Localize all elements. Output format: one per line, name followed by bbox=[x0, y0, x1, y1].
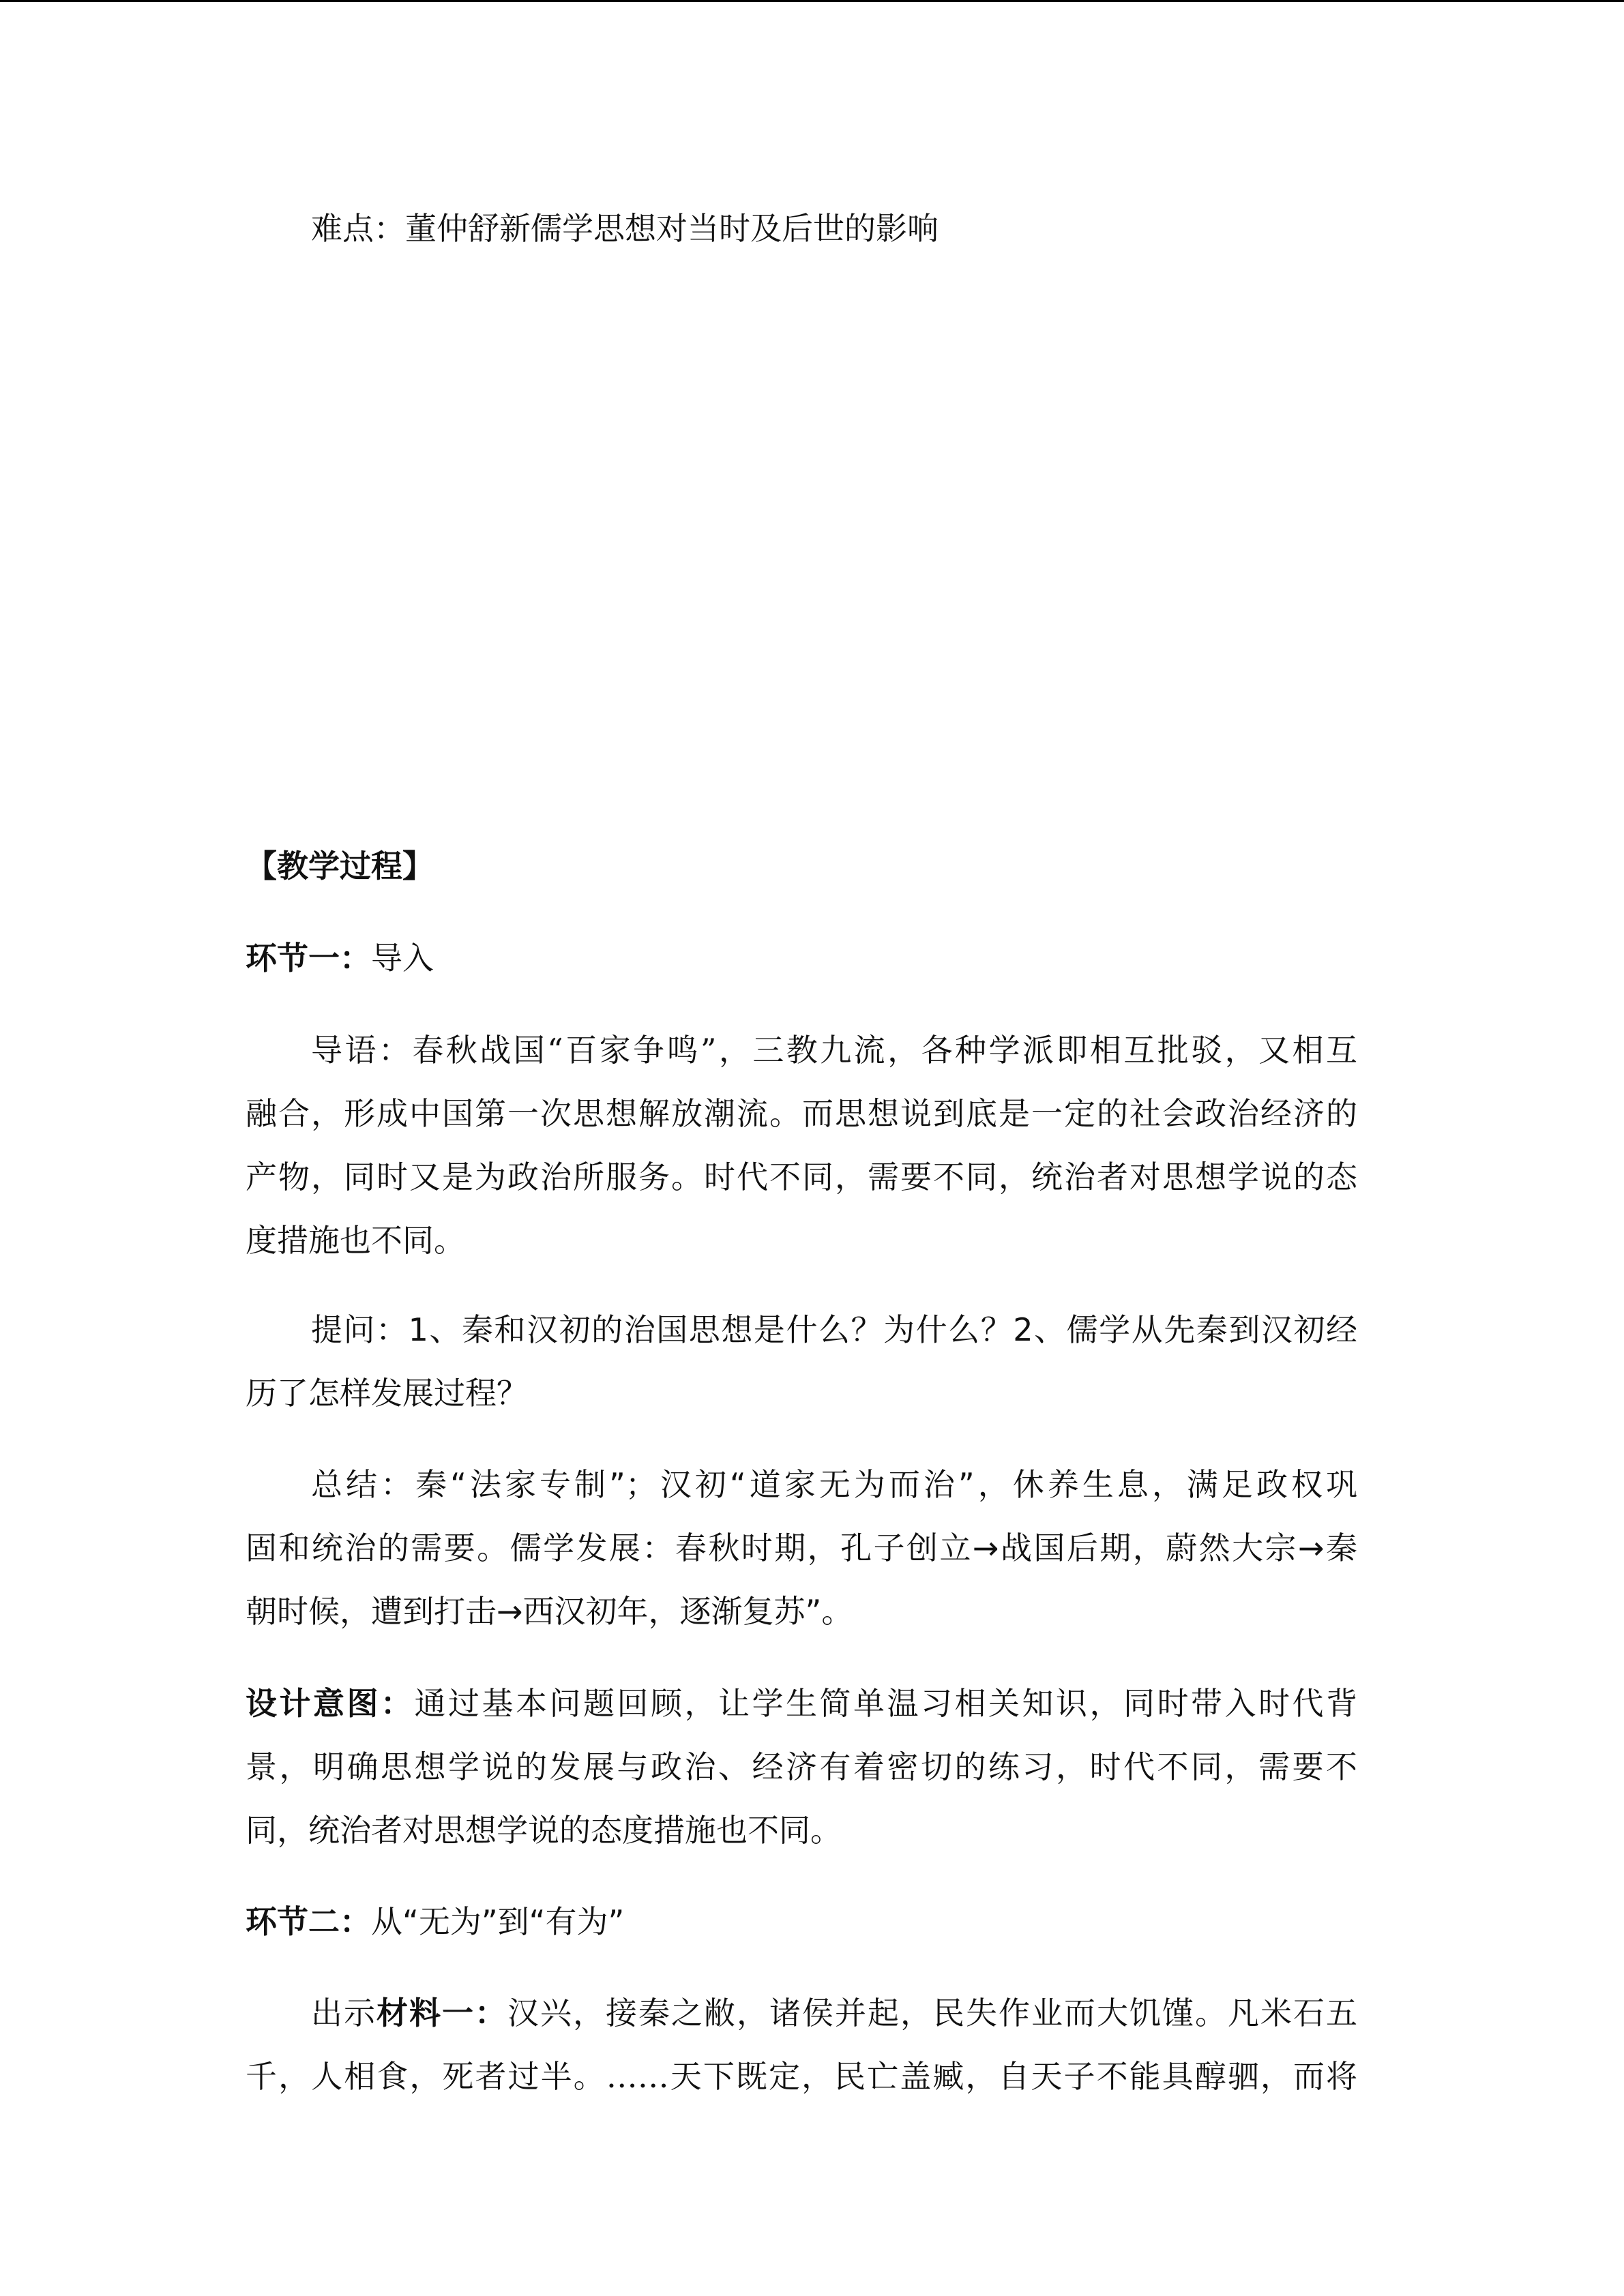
design-intent-line: 景，明确思想学说的发展与政治、经济有着密切的练习，时代不同，需要不 bbox=[246, 1748, 1357, 1785]
section1-title: 导入 bbox=[371, 940, 434, 976]
section1-heading bbox=[246, 938, 434, 979]
section2-title: 从“无为”到“有为” bbox=[371, 1903, 625, 1940]
intro-paragraph-line: 度措施也不同。 bbox=[246, 1222, 465, 1259]
design-intent-text: 通过基本问题回顾，让学生简单温习相关知识，同时带入时代背 bbox=[414, 1685, 1357, 1722]
material-prefix: 出示 bbox=[311, 1995, 377, 2031]
intro-paragraph-line: 导语：春秋战国“百家争鸣”，三教九流，各种学派即相互批驳，又相互 bbox=[311, 1032, 1357, 1069]
summary-paragraph-line: 固和统治的需要。儒学发展：春秋时期，孔子创立→战国后期，蔚然大宗→秦 bbox=[246, 1530, 1357, 1566]
design-intent-line: 同，统治者对思想学说的态度措施也不同。 bbox=[246, 1812, 842, 1849]
section1-label: 环节一： bbox=[246, 940, 371, 976]
difficulty-point: 难点：董仲舒新儒学思想对当时及后世的影响 bbox=[311, 210, 939, 247]
design-intent-label: 设计意图： bbox=[246, 1685, 415, 1722]
material-one-label: 材料一： bbox=[377, 1995, 507, 2031]
material-one-line bbox=[311, 1993, 1357, 2033]
teaching-process-heading: 【教学过程】 bbox=[246, 848, 434, 884]
summary-paragraph-line: 朝时候，遭到打击→西汉初年，逐渐复苏”。 bbox=[246, 1593, 853, 1630]
material-one-line: 千，人相食，死者过半。……天下既定，民亡盖臧，自天子不能具醇驷，而将 bbox=[246, 2058, 1357, 2095]
question-paragraph-line: 提问：1、秦和汉初的治国思想是什么？为什么？2、儒学从先秦到汉初经 bbox=[311, 1311, 1357, 1348]
material-one-text: 汉兴，接秦之敝，诸侯并起，民失作业而大饥馑。凡米石五 bbox=[507, 1995, 1357, 2031]
intro-paragraph-line: 产物，同时又是为政治所服务。时代不同，需要不同，统治者对思想学说的态 bbox=[246, 1159, 1357, 1195]
section2-heading bbox=[246, 1901, 624, 1942]
intro-paragraph-line: 融合，形成中国第一次思想解放潮流。而思想说到底是一定的社会政治经济的 bbox=[246, 1095, 1357, 1132]
section2-label: 环节二： bbox=[246, 1903, 371, 1940]
top-border-line bbox=[0, 0, 1624, 2]
question-paragraph-line: 历了怎样发展过程？ bbox=[246, 1375, 528, 1412]
design-intent-line bbox=[246, 1683, 1357, 1724]
summary-paragraph-line: 总结：秦“法家专制”；汉初“道家无为而治”，休养生息，满足政权巩 bbox=[311, 1466, 1357, 1503]
